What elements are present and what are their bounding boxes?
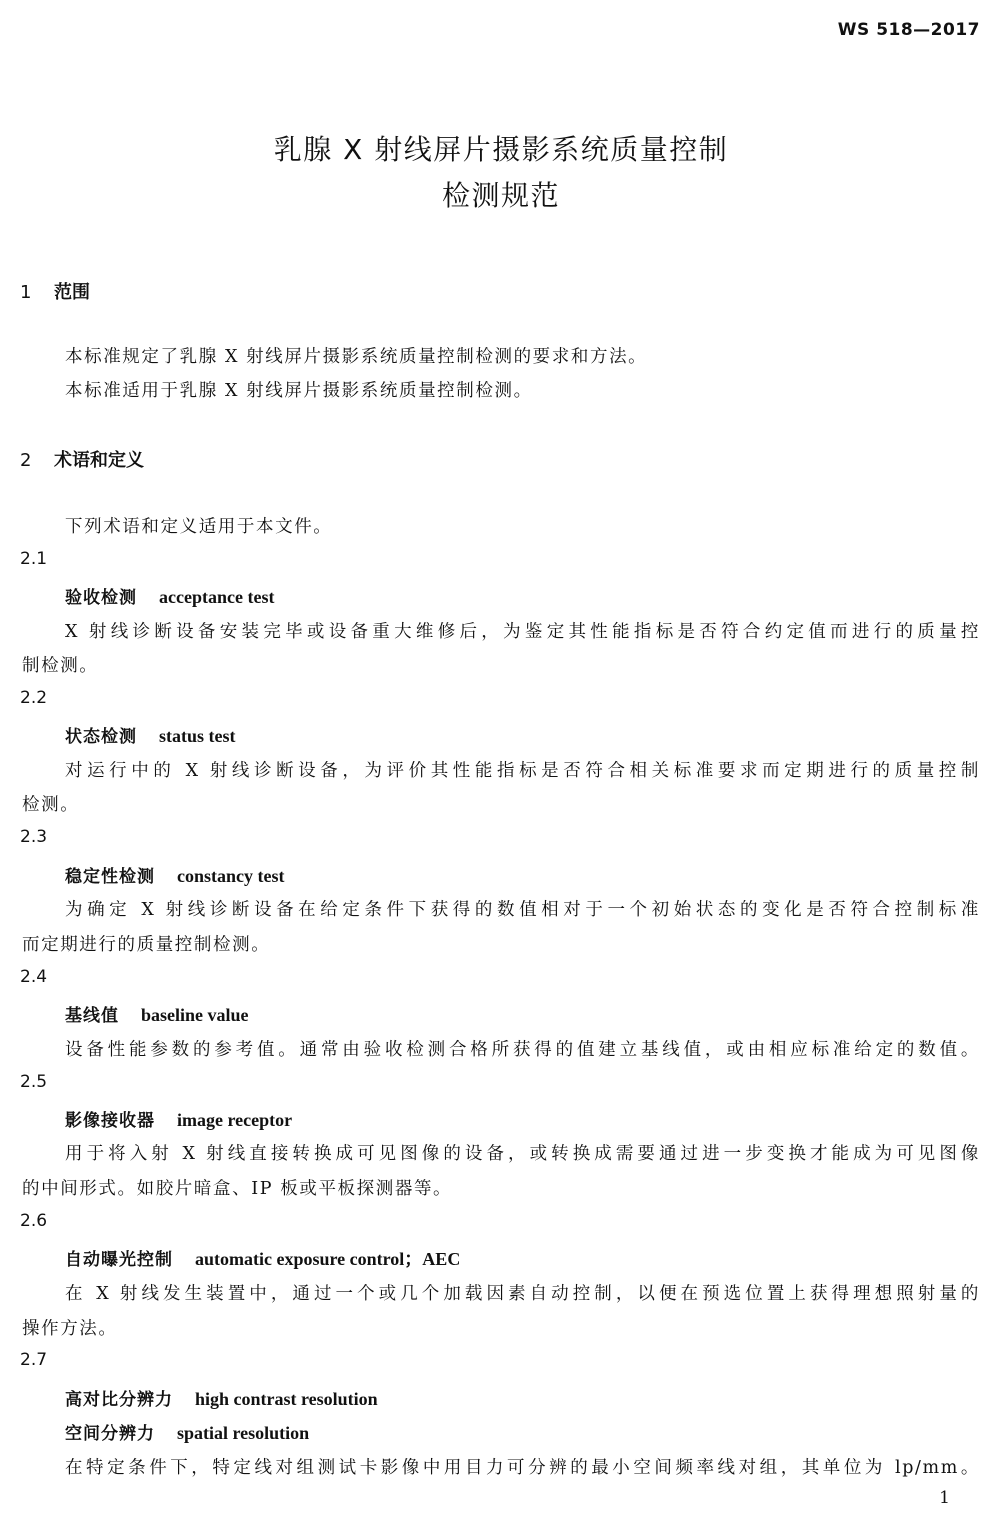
definition-line: 设备性能参数的参考值。通常由验收检测合格所获得的值建立基线值，或由相应标准给定的数值。 bbox=[65, 1040, 980, 1060]
term-zh: 状态检测 bbox=[65, 727, 137, 747]
definition-line: 操作方法。 bbox=[22, 1319, 118, 1339]
definition-line: 对运行中的 X 射线诊断设备，为评价其性能指标是否符合相关标准要求而定期进行的质量控制 bbox=[65, 761, 980, 781]
term-en: spatial resolution bbox=[177, 1423, 310, 1443]
doc-title-line1: 乳腺 X 射线屏片摄影系统质量控制 bbox=[273, 133, 729, 166]
definition-line: X 射线诊断设备安装完毕或设备重大维修后，为鉴定其性能指标是否符合约定值而进行的质量控 bbox=[65, 622, 980, 642]
clause-number: 2.1 bbox=[20, 549, 48, 569]
term-heading bbox=[65, 583, 274, 608]
clause-number: 2.4 bbox=[20, 967, 48, 987]
definition-line: 为确定 X 射线诊断设备在给定条件下获得的数值相对于一个初始状态的变化是否符合控制标准 bbox=[65, 900, 980, 920]
clause-number: 2.2 bbox=[20, 688, 48, 708]
term-heading bbox=[65, 1385, 378, 1410]
term-heading bbox=[65, 1106, 292, 1131]
clause-number: 2.3 bbox=[20, 827, 48, 847]
section-number: 2 bbox=[20, 450, 32, 471]
term-en: acceptance test bbox=[159, 587, 275, 607]
section-number: 1 bbox=[20, 282, 32, 303]
term-zh: 基线值 bbox=[65, 1006, 119, 1026]
definition-line: 用于将入射 X 射线直接转换成可见图像的设备，或转换成需要通过进一步变换才能成为可见图像 bbox=[65, 1144, 980, 1164]
section-title: 范围 bbox=[54, 282, 90, 303]
clause-number: 2.6 bbox=[20, 1211, 48, 1231]
page-number: 1 bbox=[939, 1488, 950, 1508]
term-heading bbox=[65, 1001, 249, 1026]
term-heading bbox=[65, 722, 236, 747]
standard-code: WS 518—2017 bbox=[837, 20, 980, 40]
term-zh: 空间分辨力 bbox=[65, 1424, 155, 1444]
section-2-heading bbox=[20, 446, 144, 472]
term-en: automatic exposure control；AEC bbox=[195, 1249, 461, 1269]
term-en: image receptor bbox=[177, 1110, 293, 1130]
term-heading bbox=[65, 1245, 460, 1271]
term-en: constancy test bbox=[177, 866, 285, 886]
paragraph: 本标准适用于乳腺 X 射线屏片摄影系统质量控制检测。 bbox=[65, 381, 533, 401]
term-zh: 验收检测 bbox=[65, 588, 137, 608]
term-zh: 高对比分辨力 bbox=[65, 1390, 173, 1410]
definition-line: 而定期进行的质量控制检测。 bbox=[22, 935, 271, 955]
term-heading bbox=[65, 862, 284, 887]
clause-number: 2.7 bbox=[20, 1350, 48, 1370]
doc-title-line2: 检测规范 bbox=[441, 179, 560, 212]
paragraph: 本标准规定了乳腺 X 射线屏片摄影系统质量控制检测的要求和方法。 bbox=[65, 347, 648, 367]
definition-line: 制检测。 bbox=[22, 656, 99, 676]
clause-number: 2.5 bbox=[20, 1072, 48, 1092]
section-1-heading bbox=[20, 278, 90, 304]
definition-line: 在 X 射线发生装置中，通过一个或几个加载因素自动控制，以便在预选位置上获得理想照射量的 bbox=[65, 1284, 980, 1304]
term-en: high contrast resolution bbox=[195, 1389, 378, 1409]
paragraph: 下列术语和定义适用于本文件。 bbox=[65, 517, 333, 537]
definition-line: 的中间形式。如胶片暗盒、IP 板或平板探测器等。 bbox=[22, 1179, 453, 1199]
term-en: baseline value bbox=[141, 1005, 249, 1025]
section-title: 术语和定义 bbox=[54, 450, 144, 471]
definition-line: 检测。 bbox=[22, 795, 80, 815]
term-heading-alt bbox=[65, 1419, 309, 1444]
definition-line: 在特定条件下，特定线对组测试卡影像中用目力可分辨的最小空间频率线对组，其单位为 lp/mm。 bbox=[65, 1458, 980, 1478]
term-zh: 自动曝光控制 bbox=[65, 1250, 173, 1270]
term-zh: 影像接收器 bbox=[65, 1111, 155, 1131]
term-en: status test bbox=[159, 726, 236, 746]
term-zh: 稳定性检测 bbox=[65, 867, 155, 887]
